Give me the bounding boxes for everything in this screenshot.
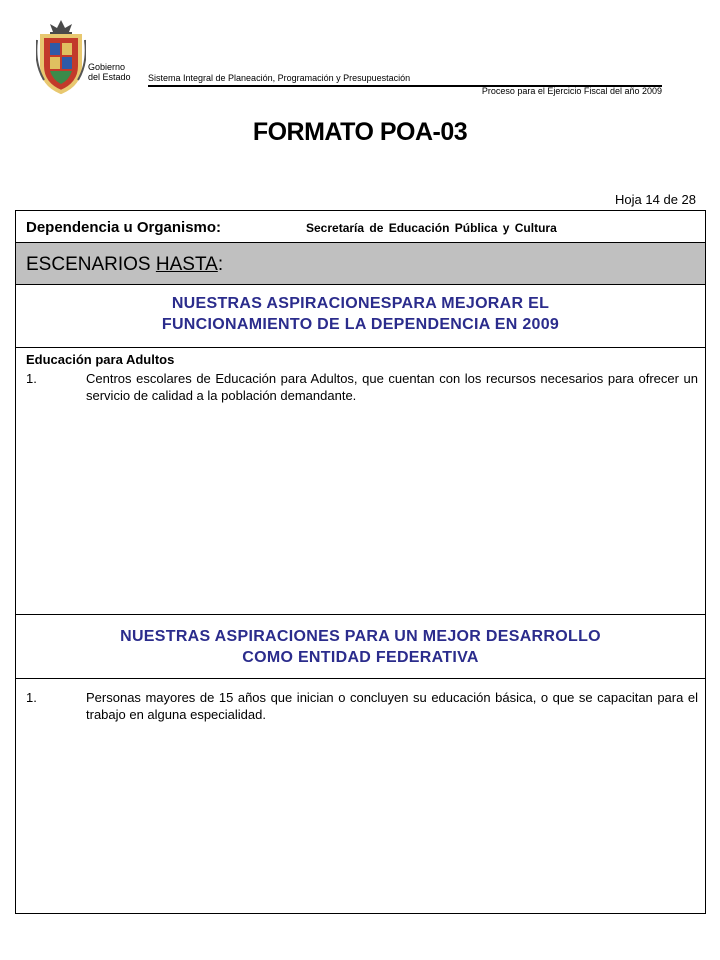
scenarios-prefix: ESCENARIOS bbox=[26, 254, 156, 275]
list-item bbox=[26, 689, 698, 723]
section-1-heading bbox=[16, 285, 705, 348]
item-number: 1. bbox=[26, 690, 37, 705]
item-number: 1. bbox=[26, 371, 37, 386]
section-1-title-line-2: FUNCIONAMIENTO DE LA DEPENDENCIA EN 2009 bbox=[161, 316, 560, 333]
section-1-subtitle: Educación para Adultos bbox=[26, 352, 175, 367]
page-title: FORMATO POA-03 bbox=[252, 118, 468, 146]
dependency-row bbox=[16, 211, 705, 243]
section-1-content bbox=[26, 351, 698, 404]
scenarios-band bbox=[16, 243, 705, 285]
section-2-title-line-2: COMO ENTIDAD FEDERATIVA bbox=[242, 649, 479, 666]
dependency-value: Secretaría de Educación Pública y Cultura bbox=[306, 221, 557, 235]
scenarios-underlined: HASTA bbox=[155, 254, 218, 275]
item-text: Centros escolares de Educación para Adultos, que cuentan con los recursos necesarios para ofrecer un servicio de calidad a la población demandante. bbox=[86, 371, 698, 403]
gov-line-1: Gobierno bbox=[88, 62, 126, 72]
government-label bbox=[88, 62, 131, 82]
gov-line-2: del Estado bbox=[88, 72, 131, 82]
state-seal-icon bbox=[36, 18, 86, 96]
section-1-title-line-1: NUESTRAS ASPIRACIONESPARA MEJORAR EL bbox=[171, 295, 550, 312]
section-2-content bbox=[26, 689, 698, 723]
fiscal-process: Proceso para el Ejercicio Fiscal del año 2009 bbox=[481, 86, 662, 96]
dependency-label: Dependencia u Organismo: bbox=[26, 219, 222, 236]
scenarios-suffix: : bbox=[217, 254, 224, 275]
form-frame bbox=[15, 210, 706, 914]
list-item bbox=[26, 370, 698, 404]
item-text: Personas mayores de 15 años que inician o concluyen su educación básica, o que se capacitan para el trabajo en alguna especialidad. bbox=[86, 690, 698, 722]
scenarios-label bbox=[26, 254, 223, 276]
page-number: Hoja 14 de 28 bbox=[615, 192, 696, 207]
section-2-title-line-1: NUESTRAS ASPIRACIONES PARA UN MEJOR DESARROLLO bbox=[120, 628, 601, 645]
section-2-heading bbox=[16, 614, 705, 679]
system-name: Sistema Integral de Planeación, Programación y Presupuestación bbox=[148, 73, 411, 83]
